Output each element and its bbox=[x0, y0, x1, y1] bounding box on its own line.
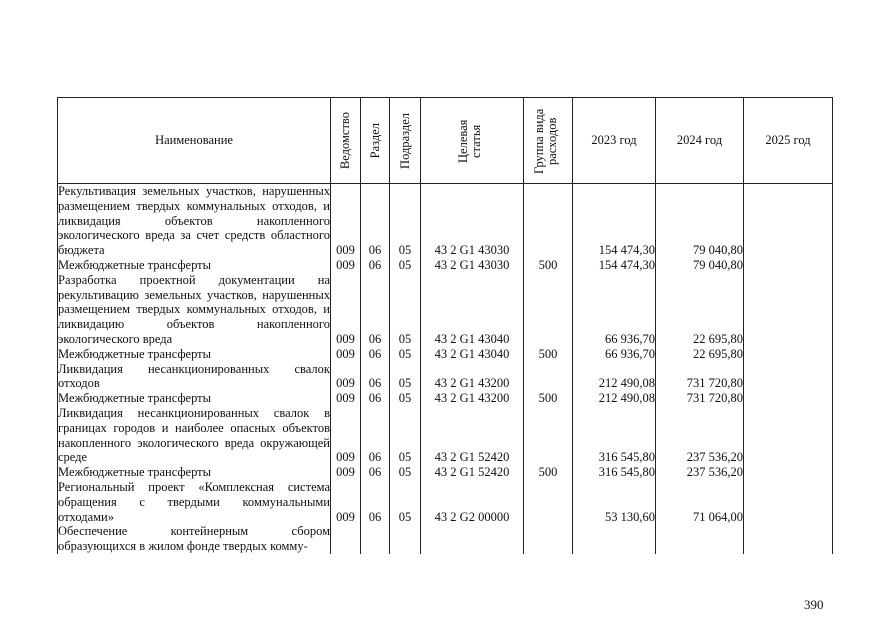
row-name: Ликвидация несанкционированных свалок в границах городов и наиболее опасных объектов накопленного экологического вреда окружающей среде bbox=[58, 405, 330, 465]
cell-podrazdel: 05 bbox=[390, 184, 421, 258]
cell-razdel bbox=[361, 524, 390, 554]
cell-tselevaya-statya: 43 2 G1 52420 bbox=[421, 406, 524, 465]
cell-2023: 154 474,30 bbox=[573, 258, 656, 273]
cell-vid-rashodov bbox=[524, 406, 573, 465]
cell-razdel: 06 bbox=[361, 258, 390, 273]
cell-podrazdel: 05 bbox=[390, 362, 421, 392]
cell-vedomstvo bbox=[331, 524, 361, 554]
cell-podrazdel: 05 bbox=[390, 258, 421, 273]
cell-vid-rashodov bbox=[524, 273, 573, 347]
cell-2024 bbox=[656, 524, 744, 554]
cell-razdel: 06 bbox=[361, 347, 390, 362]
cell-2025 bbox=[744, 406, 833, 465]
cell-tselevaya-statya: 43 2 G2 00000 bbox=[421, 480, 524, 524]
row-name: Обеспечение контейнерным сбором образующихся в жилом фонде твердых комму- bbox=[58, 524, 330, 554]
table-row bbox=[58, 524, 833, 554]
header-name: Наименование bbox=[58, 98, 331, 184]
cell-razdel: 06 bbox=[361, 465, 390, 480]
cell-2025 bbox=[744, 480, 833, 524]
cell-tselevaya-statya: 43 2 G1 43200 bbox=[421, 391, 524, 406]
cell-tselevaya-statya: 43 2 G1 43030 bbox=[421, 184, 524, 258]
row-name: Межбюджетные трансферты bbox=[58, 465, 331, 480]
cell-2023: 212 490,08 bbox=[573, 391, 656, 406]
budget-table bbox=[57, 97, 833, 554]
cell-2024: 731 720,80 bbox=[656, 391, 744, 406]
table-row bbox=[58, 258, 833, 273]
table-row bbox=[58, 273, 833, 347]
cell-2024: 731 720,80 bbox=[656, 362, 744, 392]
header-podrazdel: Подраздел bbox=[397, 112, 412, 169]
cell-2025 bbox=[744, 347, 833, 362]
cell-vid-rashodov: 500 bbox=[524, 465, 573, 480]
cell-vedomstvo: 009 bbox=[331, 406, 361, 465]
row-name: Межбюджетные трансферты bbox=[58, 347, 331, 362]
cell-tselevaya-statya: 43 2 G1 43030 bbox=[421, 258, 524, 273]
table-header-row bbox=[58, 98, 833, 184]
cell-2025 bbox=[744, 273, 833, 347]
cell-2025 bbox=[744, 258, 833, 273]
cell-2024: 22 695,80 bbox=[656, 273, 744, 347]
cell-2024: 79 040,80 bbox=[656, 184, 744, 258]
cell-tselevaya-statya bbox=[421, 524, 524, 554]
cell-vid-rashodov bbox=[524, 362, 573, 392]
cell-vid-rashodov bbox=[524, 480, 573, 524]
cell-vedomstvo: 009 bbox=[331, 480, 361, 524]
cell-2024: 71 064,00 bbox=[656, 480, 744, 524]
row-name: Региональный проект «Комплексная система обращения с твердыми коммунальными отходами» bbox=[58, 479, 330, 524]
cell-vedomstvo: 009 bbox=[331, 362, 361, 392]
cell-vid-rashodov bbox=[524, 184, 573, 258]
cell-vid-rashodov bbox=[524, 524, 573, 554]
table-row bbox=[58, 480, 833, 524]
cell-tselevaya-statya: 43 2 G1 43200 bbox=[421, 362, 524, 392]
page-number: 390 bbox=[804, 597, 824, 612]
cell-vedomstvo: 009 bbox=[331, 391, 361, 406]
cell-razdel: 06 bbox=[361, 480, 390, 524]
row-name: Ликвидация несанкционированных свалок отходов bbox=[58, 361, 330, 391]
row-name: Рекультивация земельных участков, нарушенных размещением твердых коммунальных отходов, и ликвидация объектов накопленного экологического вреда за счет средств областного бюджета bbox=[58, 184, 330, 258]
cell-razdel: 06 bbox=[361, 391, 390, 406]
cell-2025 bbox=[744, 362, 833, 392]
cell-vedomstvo: 009 bbox=[331, 465, 361, 480]
header-razdel: Раздел bbox=[367, 122, 382, 159]
row-name: Разработка проектной документации на рекультивацию земельных участков, нарушенных размещением твердых коммунальных отходов, и ликвидацию объектов накопленного экологического вреда bbox=[58, 272, 330, 346]
cell-podrazdel: 05 bbox=[390, 480, 421, 524]
table-row bbox=[58, 347, 833, 362]
cell-2023: 53 130,60 bbox=[573, 480, 656, 524]
cell-2023: 316 545,80 bbox=[573, 465, 656, 480]
cell-2025 bbox=[744, 524, 833, 554]
cell-2025 bbox=[744, 465, 833, 480]
table-row bbox=[58, 465, 833, 480]
cell-vid-rashodov: 500 bbox=[524, 347, 573, 362]
header-2023: 2023 год bbox=[573, 98, 656, 184]
cell-razdel: 06 bbox=[361, 273, 390, 347]
cell-vedomstvo: 009 bbox=[331, 258, 361, 273]
cell-vid-rashodov: 500 bbox=[524, 391, 573, 406]
cell-razdel: 06 bbox=[361, 184, 390, 258]
cell-vedomstvo: 009 bbox=[331, 347, 361, 362]
table-row bbox=[58, 406, 833, 465]
row-name: Межбюджетные трансферты bbox=[58, 258, 331, 273]
cell-2023: 66 936,70 bbox=[573, 347, 656, 362]
header-2024: 2024 год bbox=[656, 98, 744, 184]
cell-podrazdel: 05 bbox=[390, 273, 421, 347]
cell-razdel: 06 bbox=[361, 406, 390, 465]
cell-podrazdel: 05 bbox=[390, 347, 421, 362]
table-row bbox=[58, 184, 833, 258]
cell-2024: 237 536,20 bbox=[656, 406, 744, 465]
cell-2024: 79 040,80 bbox=[656, 258, 744, 273]
table-row bbox=[58, 391, 833, 406]
header-tselevaya-statya: Целевая статья bbox=[456, 118, 483, 163]
cell-podrazdel: 05 bbox=[390, 391, 421, 406]
cell-2023: 316 545,80 bbox=[573, 406, 656, 465]
header-2025: 2025 год bbox=[744, 98, 833, 184]
cell-2025 bbox=[744, 184, 833, 258]
cell-tselevaya-statya: 43 2 G1 52420 bbox=[421, 465, 524, 480]
header-gruppa-vida-rashodov: Группа вида расходов bbox=[532, 107, 559, 174]
cell-2024: 237 536,20 bbox=[656, 465, 744, 480]
cell-tselevaya-statya: 43 2 G1 43040 bbox=[421, 347, 524, 362]
cell-2023: 212 490,08 bbox=[573, 362, 656, 392]
cell-2024: 22 695,80 bbox=[656, 347, 744, 362]
cell-2023 bbox=[573, 524, 656, 554]
cell-podrazdel: 05 bbox=[390, 406, 421, 465]
cell-2023: 66 936,70 bbox=[573, 273, 656, 347]
cell-razdel: 06 bbox=[361, 362, 390, 392]
cell-vedomstvo: 009 bbox=[331, 184, 361, 258]
header-vedomstvo: Ведомство bbox=[338, 111, 352, 170]
cell-vid-rashodov: 500 bbox=[524, 258, 573, 273]
cell-tselevaya-statya: 43 2 G1 43040 bbox=[421, 273, 524, 347]
cell-2025 bbox=[744, 391, 833, 406]
cell-podrazdel: 05 bbox=[390, 465, 421, 480]
table-row bbox=[58, 362, 833, 392]
cell-vedomstvo: 009 bbox=[331, 273, 361, 347]
row-name: Межбюджетные трансферты bbox=[58, 391, 331, 406]
cell-2023: 154 474,30 bbox=[573, 184, 656, 258]
cell-podrazdel bbox=[390, 524, 421, 554]
